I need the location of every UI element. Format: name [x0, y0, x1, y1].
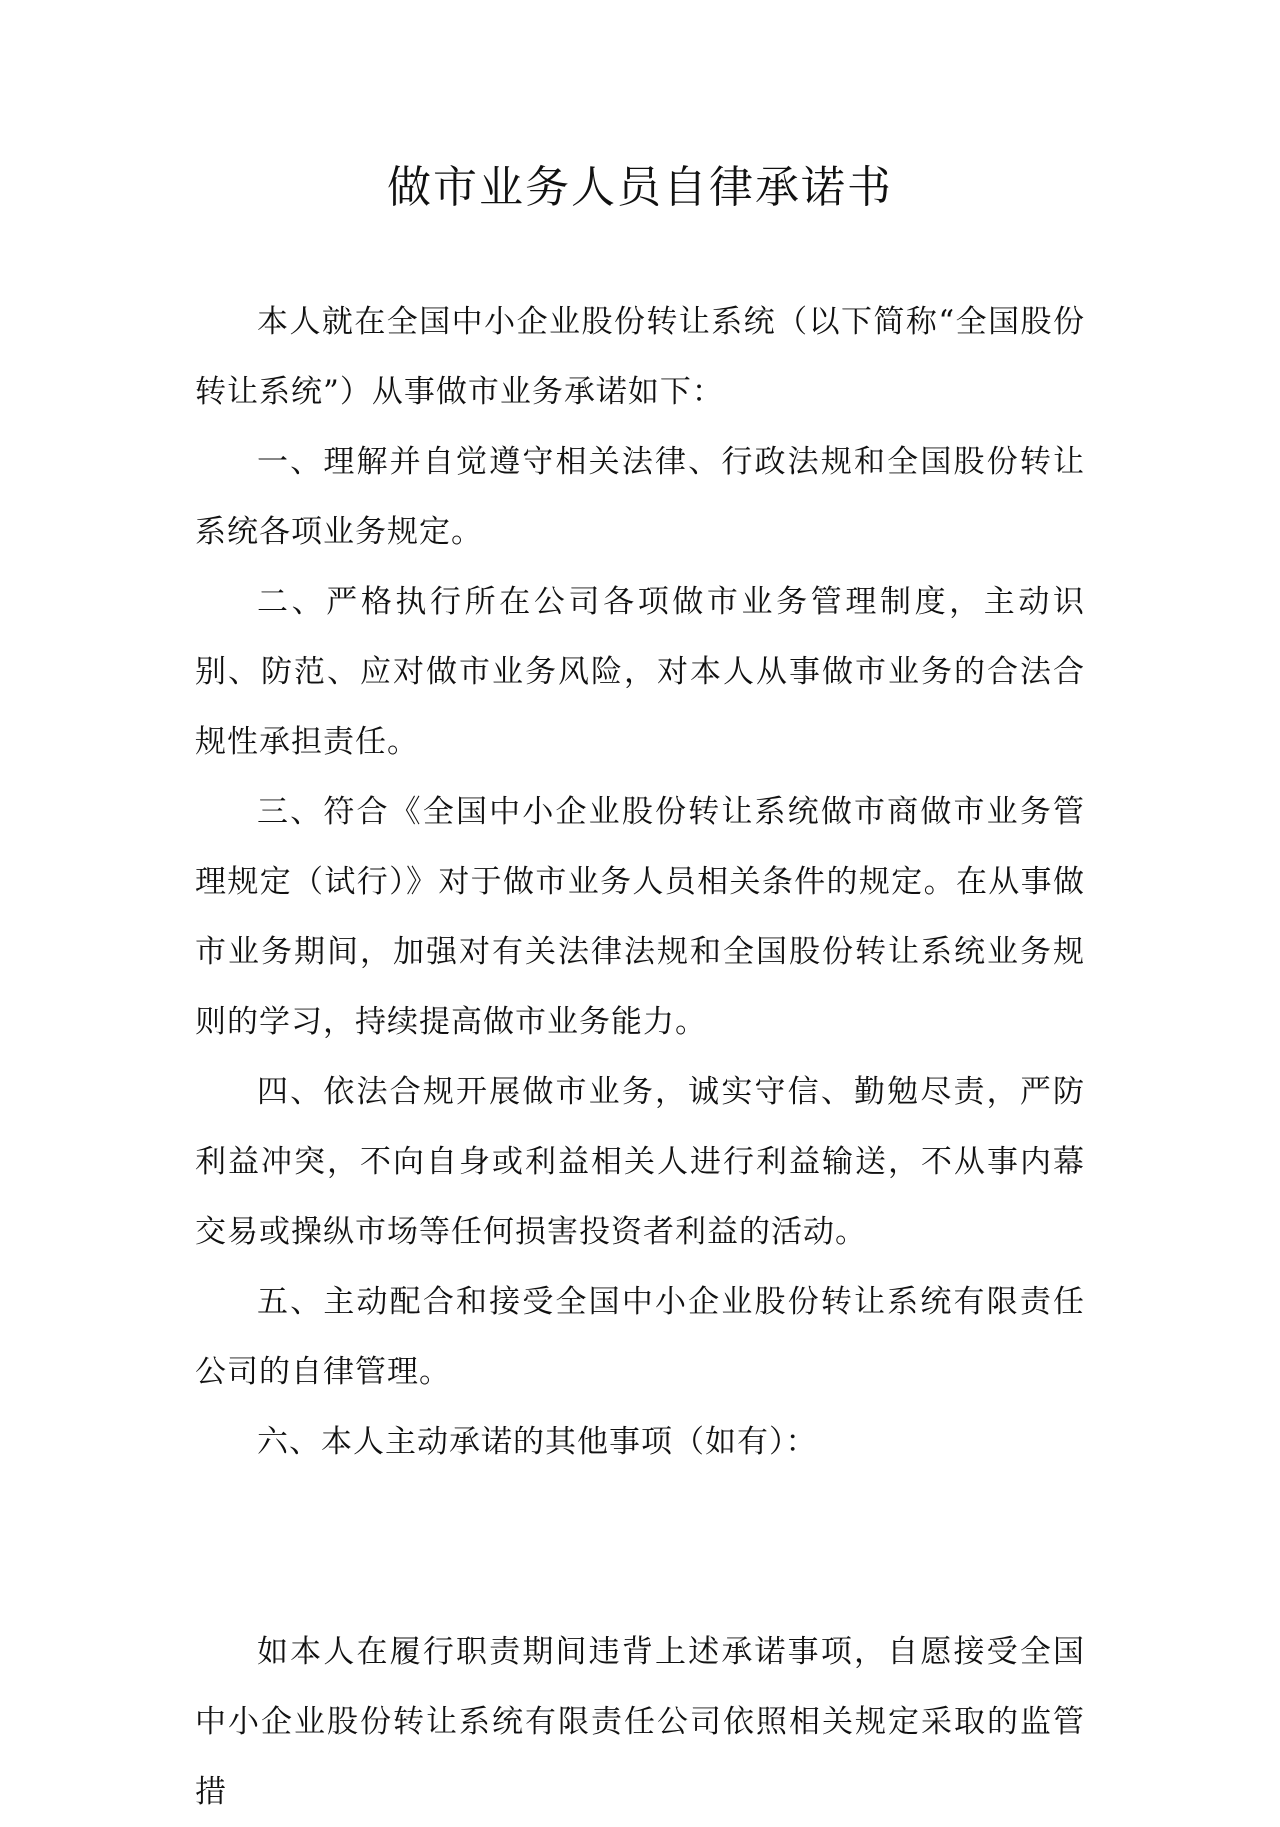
paragraph-item-4: 四、依法合规开展做市业务，诚实守信、勤勉尽责，严防利益冲突，不向自身或利益相关人进行利益输送，不从事内幕交易或操纵市场等任何损害投资者利益的活动。: [195, 1074, 1085, 1250]
document-title: 做市业务人员自律承诺书: [387, 162, 893, 213]
paragraph-item-5: 五、主动配合和接受全国中小企业股份转让系统有限责任公司的自律管理。: [195, 1284, 1085, 1390]
paragraph-intro: 本人就在全国中小企业股份转让系统（以下简称“全国股份转让系统”）从事做市业务承诺如下：: [195, 304, 1085, 410]
paragraph-item-3: 三、符合《全国中小企业股份转让系统做市商做市业务管理规定（试行）》对于做市业务人员相关条件的规定。在从事做市业务期间，加强对有关法律法规和全国股份转让系统业务规则的学习，持续提高做市业务能力。: [195, 794, 1085, 1040]
document-body: [195, 287, 1085, 1827]
paragraph-closing: 如本人在履行职责期间违背上述承诺事项，自愿接受全国中小企业股份转让系统有限责任公司依照相关规定采取的监管措: [195, 1634, 1085, 1810]
paragraph-item-1: 一、理解并自觉遵守相关法律、行政法规和全国股份转让系统各项业务规定。: [195, 444, 1085, 550]
paragraph-item-2: 二、严格执行所在公司各项做市业务管理制度，主动识别、防范、应对做市业务风险，对本人从事做市业务的合法合规性承担责任。: [195, 584, 1085, 760]
blank-space: [195, 1477, 1085, 1617]
paragraph-item-6: 六、本人主动承诺的其他事项（如有）：: [257, 1424, 818, 1460]
